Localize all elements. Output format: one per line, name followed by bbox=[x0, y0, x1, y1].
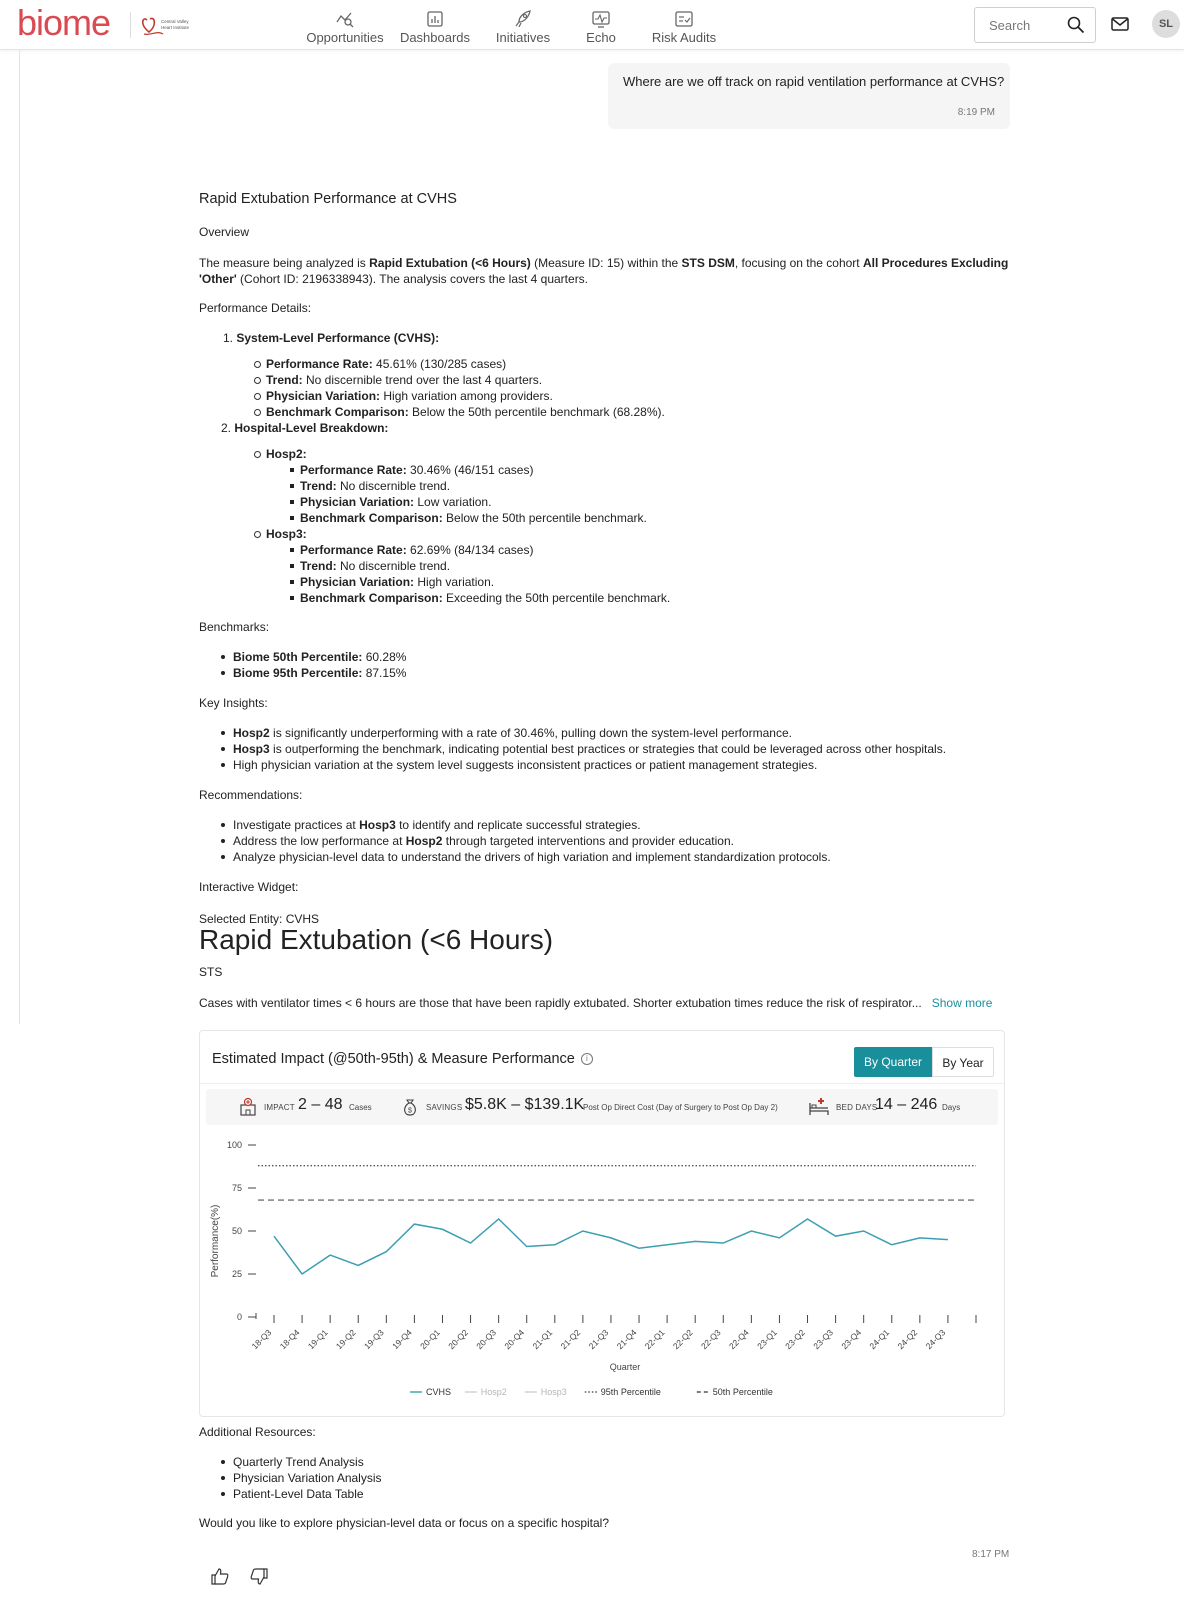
widget-title bbox=[212, 1051, 593, 1067]
overview-paragraph-line-1 bbox=[199, 256, 1008, 271]
performance-line-chart bbox=[200, 1127, 1004, 1409]
legend-label: Hosp3 bbox=[540, 1387, 567, 1397]
list-item: Hosp2 is significantly underperforming with a rate of 30.46%, pulling down the system-level performance. bbox=[233, 726, 792, 741]
overview-text: (Cohort ID: 2196338943). The analysis covers the last 4 quarters. bbox=[236, 272, 589, 286]
hosp3-item: Hosp3: bbox=[266, 527, 307, 542]
savings-label: SAVINGS bbox=[426, 1103, 463, 1112]
show-more-link[interactable]: Show more bbox=[931, 996, 993, 1010]
list-item: Analyze physician-level data to understand the drivers of high variation and implement standardization protocols. bbox=[233, 850, 831, 865]
nav-initiatives-label: Initiatives bbox=[495, 30, 551, 45]
performance-details-heading: Performance Details: bbox=[199, 301, 312, 315]
legend-label: 95th Percentile bbox=[600, 1387, 661, 1397]
opportunities-icon bbox=[335, 10, 355, 28]
legend-label: 50th Percentile bbox=[712, 1387, 773, 1397]
savings-unit: Post Op Direct Cost (Day of Surgery to Post Op Day 2) bbox=[583, 1103, 778, 1112]
hosp2-item: Hosp2: bbox=[266, 447, 307, 462]
impact-stat bbox=[238, 1089, 378, 1125]
by-year-toggle[interactable]: By Year bbox=[932, 1047, 994, 1077]
top-navigation-bar bbox=[0, 0, 1184, 50]
chart-labels bbox=[210, 1140, 948, 1372]
x-tick-label: 20-Q1 bbox=[418, 1327, 442, 1352]
user-message-time: 8:19 PM bbox=[957, 107, 995, 118]
y-tick-label: 25 bbox=[231, 1269, 242, 1279]
user-message-text: Where are we off track on rapid ventilation performance at CVHS? bbox=[623, 74, 1005, 89]
measure-widget-card bbox=[199, 1030, 1005, 1417]
money-bag-icon bbox=[400, 1097, 420, 1117]
x-tick-label: 23-Q3 bbox=[811, 1327, 836, 1352]
list-item: Benchmark Comparison: Below the 50th percentile benchmark. bbox=[300, 511, 647, 526]
resource-link[interactable]: Quarterly Trend Analysis bbox=[233, 1455, 364, 1470]
list-item: Address the low performance at Hosp2 through targeted interventions and provider education. bbox=[233, 834, 734, 849]
x-tick-label: 21-Q4 bbox=[614, 1327, 639, 1352]
system-level-item bbox=[223, 331, 439, 346]
x-tick-label: 23-Q1 bbox=[755, 1327, 779, 1352]
overview-text: , focusing on the cohort bbox=[734, 256, 863, 270]
rocket-icon bbox=[513, 10, 533, 28]
impact-label: IMPACT bbox=[264, 1103, 295, 1112]
x-tick-label: 18-Q4 bbox=[277, 1327, 302, 1352]
chart-legend bbox=[410, 1387, 773, 1397]
x-tick-label: 24-Q1 bbox=[867, 1327, 892, 1352]
by-quarter-toggle[interactable]: By Quarter bbox=[854, 1047, 932, 1077]
hospital-impact-icon bbox=[238, 1097, 258, 1117]
svg-text:$: $ bbox=[408, 1107, 412, 1115]
list-item: Hosp3 is outperforming the benchmark, indicating potential best practices or strategies that could be leveraged across other hospitals. bbox=[233, 742, 946, 757]
y-tick-label: 0 bbox=[236, 1312, 242, 1322]
bed-days-unit: Days bbox=[942, 1103, 961, 1112]
x-tick-label: 22-Q4 bbox=[726, 1327, 751, 1352]
x-tick-label: 21-Q3 bbox=[586, 1327, 611, 1352]
search-box bbox=[974, 7, 1096, 43]
bed-days-label: BED DAYS bbox=[836, 1103, 878, 1112]
impact-unit: Cases bbox=[349, 1103, 372, 1112]
x-tick-label: 21-Q2 bbox=[558, 1327, 583, 1352]
list-item: Physician Variation: High variation among providers. bbox=[266, 389, 553, 404]
x-tick-label: 23-Q4 bbox=[839, 1327, 864, 1352]
nav-opportunities-label: Opportunities bbox=[306, 30, 384, 45]
risk-audits-icon bbox=[674, 10, 694, 28]
x-tick-label: 18-Q3 bbox=[249, 1327, 274, 1352]
savings-stat bbox=[400, 1089, 790, 1125]
overview-text: (Measure ID: 15) within the bbox=[530, 256, 682, 270]
hospital-level-item bbox=[221, 421, 388, 436]
measure-description bbox=[199, 996, 992, 1011]
nav-dashboards[interactable] bbox=[395, 10, 475, 45]
list-item: Physician Variation: High variation. bbox=[300, 575, 494, 590]
list-item: Performance Rate: 30.46% (46/151 cases) bbox=[300, 463, 533, 478]
legend-label: CVHS bbox=[426, 1387, 452, 1397]
nav-opportunities[interactable] bbox=[287, 10, 403, 45]
card-divider bbox=[200, 1083, 1004, 1084]
x-tick-label: 22-Q3 bbox=[698, 1327, 723, 1352]
x-tick-label: 20-Q4 bbox=[502, 1327, 527, 1352]
dashboards-icon bbox=[425, 10, 445, 28]
selected-entity: Selected Entity: CVHS bbox=[199, 912, 320, 926]
list-item: High physician variation at the system level suggests inconsistent practices or patient management strategies. bbox=[233, 758, 817, 773]
overview-cohort: All Procedures Excluding bbox=[862, 256, 1009, 270]
x-tick-label: 20-Q2 bbox=[446, 1327, 470, 1352]
chart-series bbox=[272, 1217, 949, 1275]
overview-measure: Rapid Extubation (<6 Hours) bbox=[369, 256, 531, 270]
sidebar-divider bbox=[19, 49, 20, 1024]
partner-name-line-1: Central Valley bbox=[161, 19, 189, 24]
interactive-widget-heading: Interactive Widget: bbox=[199, 880, 299, 894]
nav-risk-audits[interactable] bbox=[644, 10, 724, 45]
list-item: Physician Variation: Low variation. bbox=[300, 495, 491, 510]
search-input[interactable] bbox=[987, 17, 1065, 34]
hospital-bed-icon bbox=[808, 1097, 830, 1117]
widget-title-text: Estimated Impact (@50th-95th) & Measure Performance bbox=[212, 1051, 575, 1067]
key-insights-heading: Key Insights: bbox=[199, 696, 268, 710]
list-item: Benchmark Comparison: Below the 50th percentile benchmark (68.28%). bbox=[266, 405, 665, 420]
thumbs-down-icon[interactable] bbox=[250, 1568, 268, 1585]
resource-link[interactable]: Patient-Level Data Table bbox=[233, 1487, 364, 1502]
recommendations-heading: Recommendations: bbox=[199, 788, 303, 802]
overview-text: The measure being analyzed is bbox=[199, 256, 370, 270]
echo-icon bbox=[591, 10, 611, 28]
list-item: Trend: No discernible trend. bbox=[300, 479, 450, 494]
overview-dsm: STS DSM bbox=[681, 256, 735, 270]
x-tick-label: 19-Q4 bbox=[390, 1327, 414, 1352]
nav-echo-label: Echo bbox=[586, 30, 616, 45]
y-axis-label: Performance(%) bbox=[210, 1204, 221, 1278]
response-time: 8:17 PM bbox=[972, 1549, 1010, 1560]
thumbs-up-icon[interactable] bbox=[211, 1568, 229, 1585]
x-tick-label: 19-Q1 bbox=[305, 1327, 330, 1352]
list-item: Biome 95th Percentile: 87.15% bbox=[233, 666, 406, 681]
nav-dashboards-label: Dashboards bbox=[399, 30, 471, 45]
overview-paragraph-line-2 bbox=[199, 272, 588, 287]
x-tick-label: 19-Q3 bbox=[361, 1327, 386, 1352]
nav-initiatives[interactable] bbox=[490, 10, 556, 45]
list-item: Performance Rate: 45.61% (130/285 cases) bbox=[266, 357, 506, 372]
measure-source: STS bbox=[199, 965, 223, 979]
overview-heading: Overview bbox=[199, 225, 250, 239]
list-item: Benchmark Comparison: Exceeding the 50th percentile benchmark. bbox=[300, 591, 670, 606]
x-tick-label: 24-Q2 bbox=[895, 1327, 920, 1352]
measure-description-text: Cases with ventilator times < 6 hours are those that have been rapidly extubated. Shorter extubation times reduce the risk of respirator... bbox=[199, 996, 922, 1010]
impact-value: 2 – 48 bbox=[298, 1096, 343, 1113]
list-number: 2. bbox=[221, 421, 232, 435]
benchmarks-heading: Benchmarks: bbox=[199, 620, 270, 634]
info-icon[interactable]: i bbox=[581, 1053, 593, 1065]
list-item: Trend: No discernible trend. bbox=[300, 559, 450, 574]
mail-icon[interactable] bbox=[1111, 16, 1129, 32]
partner-logo bbox=[141, 12, 201, 40]
chart-axes bbox=[248, 1145, 976, 1323]
list-item: Trend: No discernible trend over the last 4 quarters. bbox=[266, 373, 542, 388]
nav-risk-audits-label: Risk Audits bbox=[651, 30, 717, 45]
y-tick-label: 75 bbox=[231, 1183, 242, 1193]
x-tick-label: 23-Q2 bbox=[783, 1327, 807, 1352]
y-tick-label: 100 bbox=[226, 1140, 242, 1150]
nav-echo[interactable] bbox=[582, 10, 620, 45]
biome-logo[interactable]: biome bbox=[17, 2, 111, 43]
x-tick-label: 19-Q2 bbox=[333, 1327, 358, 1352]
x-axis-label: Quarter bbox=[609, 1362, 641, 1372]
closing-question: Would you like to explore physician-level data or focus on a specific hospital? bbox=[199, 1516, 610, 1530]
bed-days-stat bbox=[808, 1089, 988, 1125]
x-tick-label: 22-Q2 bbox=[670, 1327, 695, 1352]
x-tick-label: 22-Q1 bbox=[642, 1327, 667, 1352]
logo-divider bbox=[130, 12, 131, 38]
bed-days-value: 14 – 246 bbox=[875, 1096, 938, 1113]
search-icon[interactable] bbox=[1067, 16, 1085, 34]
series-line bbox=[274, 1219, 948, 1274]
response-title: Rapid Extubation Performance at CVHS bbox=[199, 191, 457, 207]
list-item: Biome 50th Percentile: 60.28% bbox=[233, 650, 406, 665]
list-item: Performance Rate: 62.69% (84/134 cases) bbox=[300, 543, 533, 558]
savings-value: $5.8K – $139.1K bbox=[465, 1096, 585, 1113]
user-message-bubble bbox=[608, 63, 1010, 129]
x-tick-label: 21-Q1 bbox=[530, 1327, 555, 1352]
measure-title: Rapid Extubation (<6 Hours) bbox=[199, 924, 554, 955]
x-tick-label: 20-Q3 bbox=[474, 1327, 499, 1352]
legend-label: Hosp2 bbox=[480, 1387, 507, 1397]
list-item: Investigate practices at Hosp3 to identify and replicate successful strategies. bbox=[233, 818, 641, 833]
overview-cohort: 'Other' bbox=[199, 272, 237, 286]
y-tick-label: 50 bbox=[231, 1226, 242, 1236]
resource-link[interactable]: Physician Variation Analysis bbox=[233, 1471, 382, 1486]
list-number: 1. bbox=[223, 331, 234, 345]
system-level-label: System-Level Performance (CVHS): bbox=[236, 331, 440, 345]
user-avatar[interactable]: SL bbox=[1152, 10, 1180, 38]
partner-name-line-2: Heart Institute bbox=[161, 25, 190, 30]
impact-summary-bar bbox=[206, 1089, 998, 1125]
chart-reference-lines bbox=[258, 1166, 976, 1200]
additional-resources-heading: Additional Resources: bbox=[199, 1425, 316, 1439]
hospital-level-label: Hospital-Level Breakdown: bbox=[234, 421, 389, 435]
x-tick-label: 24-Q3 bbox=[923, 1327, 948, 1352]
